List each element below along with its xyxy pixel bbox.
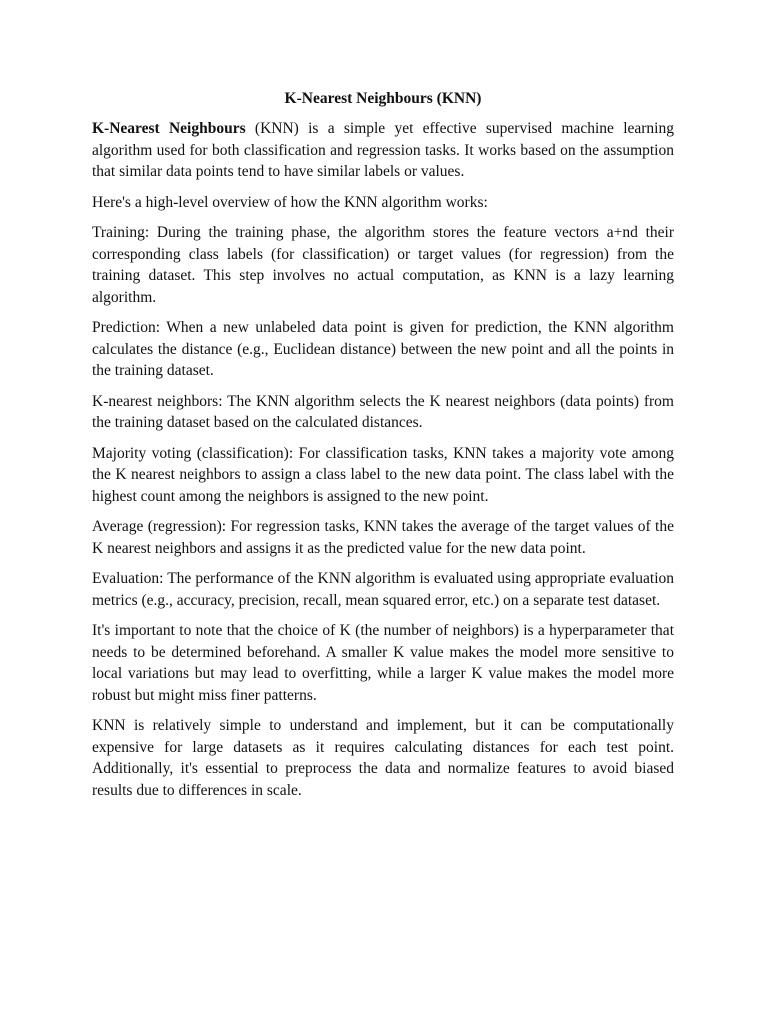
note-paragraph: It's important to note that the choice of K (the number of neighbors) is a hyperparameter that needs to be determined beforehand. A smaller K value makes the model more sensitive to local variations but may lead to overfitting, while a larger K value makes the model more robust but might miss finer patterns.	[92, 622, 674, 704]
step-k-nearest-neighbors: K-nearest neighbors: The KNN algorithm selects the K nearest neighbors (data points) from the training dataset based on the calculated distances.	[92, 392, 674, 431]
intro-text: (KNN) is a simple yet effective supervised machine learning algorithm used for both classification and regression tasks. It works based on the assumption that similar data points tend to have similar labels or values.	[92, 120, 674, 180]
document-title: K-Nearest Neighbours (KNN)	[284, 90, 482, 107]
intro-lead-term: K-Nearest Neighbours	[92, 120, 246, 137]
step-evaluation: Evaluation: The performance of the KNN algorithm is evaluated using appropriate evaluation metrics (e.g., accuracy, precision, recall, mean squared error, etc.) on a separate test dataset.	[92, 570, 674, 609]
step-majority-voting: Majority voting (classification): For classification tasks, KNN takes a majority vote among the K nearest neighbors to assign a class label to the new data point. The class label with the highest count among the neighbors is assigned to the new point.	[92, 444, 674, 505]
step-prediction: Prediction: When a new unlabeled data point is given for prediction, the KNN algorithm calculates the distance (e.g., Euclidean distance) between the new point and all the points in the training dataset.	[92, 319, 674, 379]
overview-paragraph: Here's a high-level overview of how the KNN algorithm works:	[92, 193, 488, 211]
step-average-regression: Average (regression): For regression tasks, KNN takes the average of the target values of the K nearest neighbors and assigns it as the predicted value for the new data point.	[92, 518, 674, 557]
intro-paragraph	[92, 118, 674, 183]
step-training: Training: During the training phase, the algorithm stores the feature vectors a+nd their corresponding class labels (for classification) or target values (for regression) from the training dataset. This step involves no actual computation, as KNN is a lazy learning algorithm.	[92, 224, 674, 306]
conclusion-paragraph: KNN is relatively simple to understand and implement, but it can be computationally expensive for large datasets as it requires calculating distances for each test point. Additionally, it's essential to preprocess the data and normalize features to avoid biased results due to differences in scale.	[92, 717, 674, 799]
